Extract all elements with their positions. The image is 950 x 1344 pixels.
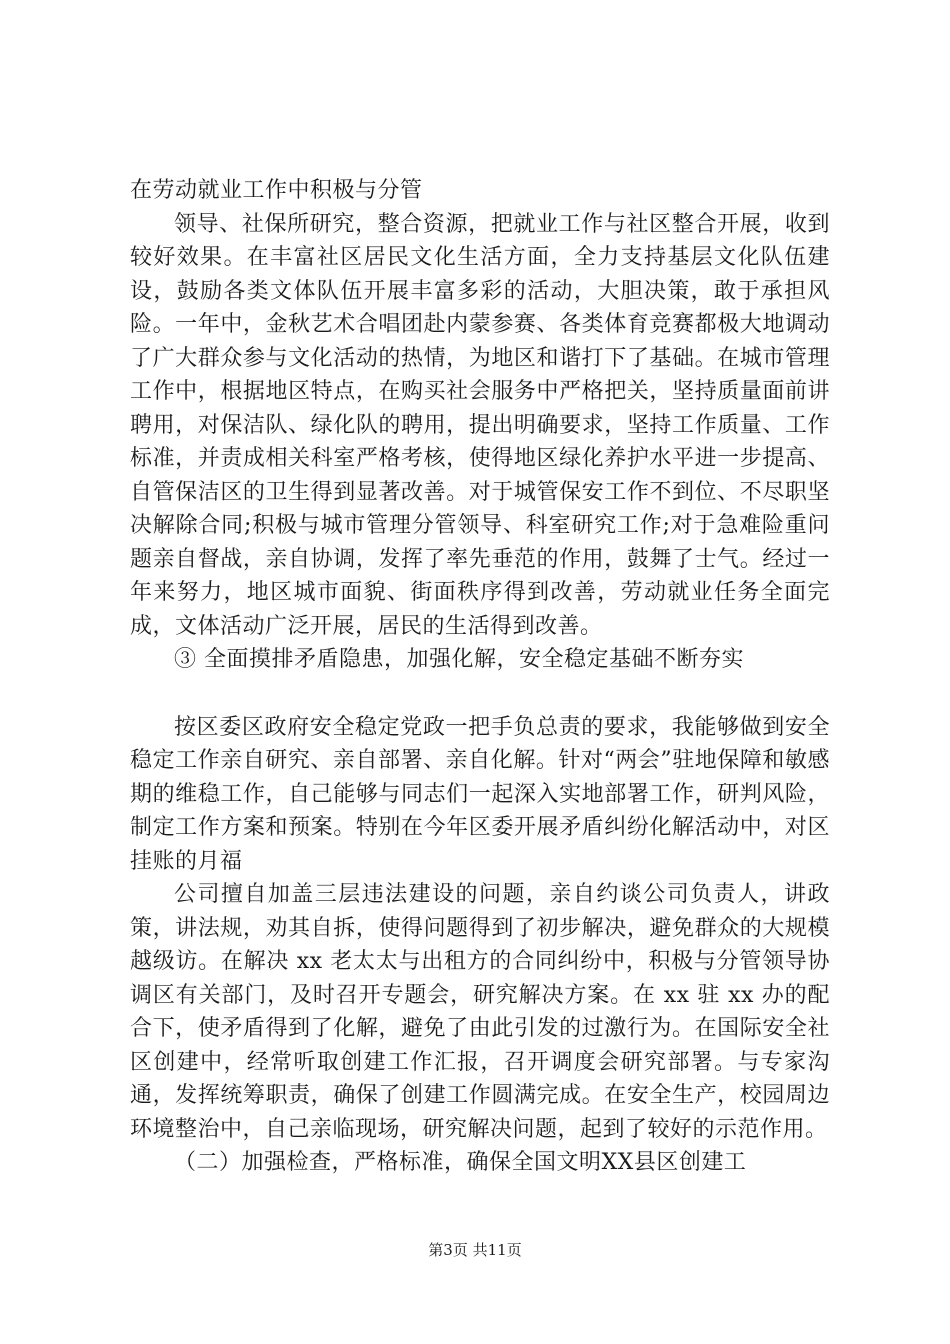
document-body (130, 174, 830, 1180)
paragraph-3: 按区委区政府安全稳定党政一把手负总责的要求，我能够做到安全稳定工作亲自研究、亲自部署、亲自化解。针对“两会”驻地保障和敏感期的维稳工作，自己能够与同志们一起深入实地部署工作，研判风险，制定工作方案和预案。特别在今年区委开展矛盾纠纷化解活动中，对区挂账的月福 (130, 714, 830, 874)
paragraph-gap (130, 677, 830, 711)
paragraph-4: 公司擅自加盖三层违法建设的问题，亲自约谈公司负责人，讲政策，讲法规，劝其自拆，使得问题得到了初步解决，避免群众的大规模越级访。在解决 xx 老太太与出租方的合同纠纷中，积极与分管领导协调区有关部门，及时召开专题会，研究解决方案。在 xx 驻 xx 办的配合下，使矛盾得到了化解，避免了由此引发的过激行为。在国际安全社区创建中，经常听取创建工作汇报，召开调度会研究部署。与专家沟通，发挥统筹职责，确保了创建工作圆满完成。在安全生产，校园周边环境整治中，自己亲临现场，研究解决问题，起到了较好的示范作用。 (130, 882, 830, 1142)
paragraph-2: 领导、社保所研究，整合资源，把就业工作与社区整合开展，收到较好效果。在丰富社区居民文化生活方面，全力支持基层文化队伍建设，鼓励各类文体队伍开展丰富多彩的活动，大胆决策，敢于承担风险。一年中，金秋艺术合唱团赴内蒙参赛、各类体育竞赛都极大地调动了广大群众参与文化活动的热情，为地区和谐打下了基础。在城市管理工作中，根据地区特点，在购买社会服务中严格把关，坚持质量面前讲聘用，对保洁队、绿化队的聘用，提出明确要求，坚持工作质量、工作标准，并责成相关科室严格考核，使得地区绿化养护水平进一步提高、自管保洁区的卫生得到显著改善。对于城管保安工作不到位、不尽职坚决解除合同;积极与城市管理分管领导、科室研究工作;对于急难险重问题亲自督战，亲自协调，发挥了率先垂范的作用，鼓舞了士气。经过一年来努力，地区城市面貌、街面秩序得到改善，劳动就业任务全面完成，文体活动广泛开展，居民的生活得到改善。 (130, 211, 830, 639)
paragraph-1: 在劳动就业工作中积极与分管 (130, 178, 423, 203)
page-footer: 第3页 共11页 (428, 1241, 522, 1259)
section-heading-2: （二）加强检查，严格标准，确保全国文明XX县区创建工 (174, 1150, 747, 1175)
section-heading-3: ③ 全面摸排矛盾隐患，加强化解，安全稳定基础不断夯实 (174, 647, 744, 672)
